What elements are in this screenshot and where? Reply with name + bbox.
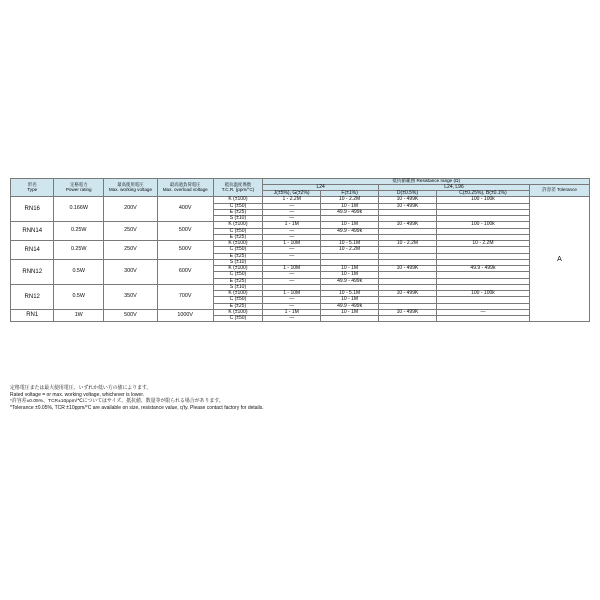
cell-resistance-range: 10 - 1M xyxy=(321,203,379,209)
note-2-jp: *許容差±0.05%、TCR±10ppm/℃についてはサイズ、抵抗値、数量等が限られる場合があります。 xyxy=(10,398,224,404)
header-group-l24: L24 xyxy=(263,184,379,190)
cell-resistance-range: — xyxy=(263,253,321,259)
cell-power-rating: 1W xyxy=(54,309,104,322)
cell-power-rating: 0.25W xyxy=(54,222,104,241)
header-tolerance-f: F(±1%) xyxy=(321,191,379,197)
cell-resistance-range xyxy=(321,316,379,322)
cell-resistance-range: 1 - 1M xyxy=(263,222,321,228)
cell-tolerance-w: A xyxy=(529,197,589,322)
table-body xyxy=(11,197,590,322)
cell-resistance-range: 49.9 - 499k xyxy=(321,228,379,234)
cell-overload-voltage: 500V xyxy=(157,241,213,260)
cell-resistance-range xyxy=(379,316,437,322)
cell-resistance-range: 100 - 100k xyxy=(436,222,529,228)
cell-resistance-range: 1 - 10M xyxy=(263,291,321,297)
cell-resistance-range: 49.9 - 499k xyxy=(436,266,529,272)
cell-resistance-range: — xyxy=(263,297,321,303)
cell-tcr-code: S (±10) xyxy=(213,259,263,265)
cell-overload-voltage: 600V xyxy=(157,259,213,284)
cell-resistance-range: 49.9 - 499k xyxy=(321,278,379,284)
cell-working-voltage: 200V xyxy=(104,197,158,222)
header-tolerance-d: D(±0.5%) xyxy=(379,191,437,197)
cell-resistance-range: 49.9 - 499k xyxy=(321,303,379,309)
cell-tcr-code: E (±25) xyxy=(213,278,263,284)
cell-resistance-range: 100 - 100k xyxy=(436,197,529,203)
header-tcr: 抵抗温度係数 T.C.R. (ppm/°C) xyxy=(213,179,263,197)
cell-resistance-range: 10 - 5.1M xyxy=(321,241,379,247)
cell-resistance-range: — xyxy=(263,228,321,234)
cell-power-rating: 0.5W xyxy=(54,259,104,284)
cell-tcr-code: C (±50) xyxy=(213,316,263,322)
cell-resistance-range: 10 - 499K xyxy=(379,203,437,209)
cell-power-rating: 0.25W xyxy=(54,241,104,260)
cell-resistance-range: — xyxy=(263,209,321,215)
cell-tcr-code: K (±100) xyxy=(213,266,263,272)
cell-working-voltage: 300V xyxy=(104,259,158,284)
cell-resistance-range: — xyxy=(263,247,321,253)
spec-sheet xyxy=(10,178,590,322)
cell-resistance-range: 10 - 2.2M xyxy=(436,241,529,247)
cell-resistance-range: 10 - 499K xyxy=(379,222,437,228)
cell-overload-voltage: 500V xyxy=(157,222,213,241)
cell-overload-voltage: 700V xyxy=(157,284,213,309)
cell-working-voltage: 500V xyxy=(104,309,158,322)
note-1-jp: 定格電圧または最大使用電圧、いずれか低い方の値によります。 xyxy=(10,386,152,391)
cell-resistance-range: — xyxy=(263,278,321,284)
cell-tcr-code: K (±100) xyxy=(213,309,263,315)
cell-resistance-range: 10 - 1M xyxy=(321,309,379,315)
cell-resistance-range: 10 - 1M xyxy=(321,297,379,303)
cell-resistance-range: — xyxy=(436,309,529,315)
cell-tcr-code: K (±100) xyxy=(213,291,263,297)
cell-tcr-code: C (±50) xyxy=(213,203,263,209)
cell-tcr-code: C (±50) xyxy=(213,272,263,278)
cell-resistance-range: 10 - 1M xyxy=(321,266,379,272)
cell-overload-voltage: 400V xyxy=(157,197,213,222)
cell-tcr-code: E (±25) xyxy=(213,303,263,309)
cell-power-rating: 0.5W xyxy=(54,284,104,309)
cell-tcr-code: S (±10) xyxy=(213,216,263,222)
footnotes xyxy=(10,386,590,411)
cell-resistance-range: — xyxy=(263,216,321,222)
cell-tcr-code: S (±10) xyxy=(213,284,263,290)
header-max-working-voltage: 最高使用電圧 Max. working voltage xyxy=(104,179,158,197)
header-power-rating: 定格電力 Power rating xyxy=(54,179,104,197)
cell-type: RN1 xyxy=(11,309,54,322)
note-2-en: *Tolerance ±0.05%, TCR ±10ppm/°C are available on size, resistance value, q'ty. Please contact factory for details. xyxy=(10,404,264,411)
cell-resistance-range: 49.9 - 499k xyxy=(321,209,379,215)
specification-table xyxy=(10,178,590,322)
cell-resistance-range: — xyxy=(263,203,321,209)
cell-resistance-range: 1 - 10M xyxy=(263,266,321,272)
cell-tcr-code: C (±50) xyxy=(213,297,263,303)
header-tolerance-c-b: C(±0.25%), B(±0.1%) xyxy=(436,191,529,197)
cell-tcr-code: E (±25) xyxy=(213,234,263,240)
cell-resistance-range: 1 - 10M xyxy=(263,241,321,247)
cell-resistance-range: — xyxy=(263,272,321,278)
header-group-l24-l96: L24, L96 xyxy=(379,184,530,190)
cell-tcr-code: C (±50) xyxy=(213,247,263,253)
cell-tcr-code: E (±25) xyxy=(213,253,263,259)
header-resistance-range: 抵抗値範囲 Resistance range (Ω) xyxy=(263,179,590,185)
cell-resistance-range: 10 - 2.2M xyxy=(321,197,379,203)
cell-resistance-range: — xyxy=(263,316,321,322)
cell-type: RN16 xyxy=(11,197,54,222)
cell-working-voltage: 250V xyxy=(104,222,158,241)
cell-resistance-range: 10 - 1M xyxy=(321,272,379,278)
cell-resistance-range: 10 - 2.2M xyxy=(321,247,379,253)
cell-tcr-code: C (±50) xyxy=(213,228,263,234)
cell-tcr-code: K (±100) xyxy=(213,241,263,247)
cell-overload-voltage: 1000V xyxy=(157,309,213,322)
cell-type: RNN14 xyxy=(11,222,54,241)
note-1-en: Rated voltage = or max. working voltage, whichever is lower. xyxy=(10,392,145,399)
cell-resistance-range: 1 - 2.2M xyxy=(263,197,321,203)
cell-working-voltage: 250V xyxy=(104,241,158,260)
cell-tcr-code: K (±100) xyxy=(213,197,263,203)
cell-resistance-range: 10 - 499K xyxy=(379,197,437,203)
cell-resistance-range: 10 - 1M xyxy=(321,222,379,228)
cell-resistance-range: 1 - 1M xyxy=(263,309,321,315)
cell-resistance-range: 10 - 499K xyxy=(379,266,437,272)
cell-resistance-range: 100 - 100k xyxy=(436,291,529,297)
cell-tcr-code: E (±25) xyxy=(213,209,263,215)
cell-resistance-range xyxy=(436,316,529,322)
header-type: 形名 Type xyxy=(11,179,54,197)
cell-resistance-range: 10 - 2.2M xyxy=(379,241,437,247)
cell-power-rating: 0.166W xyxy=(54,197,104,222)
cell-tcr-code: K (±100) xyxy=(213,222,263,228)
cell-resistance-range: — xyxy=(263,234,321,240)
cell-working-voltage: 350V xyxy=(104,284,158,309)
cell-type: RNN12 xyxy=(11,259,54,284)
cell-resistance-range: — xyxy=(263,303,321,309)
cell-resistance-range: 10 - 499K xyxy=(379,309,437,315)
header-max-overload-voltage: 最高過負荷電圧 Max. overload voltage xyxy=(157,179,213,197)
cell-resistance-range: 10 - 5.1M xyxy=(321,291,379,297)
cell-type: RN12 xyxy=(11,284,54,309)
header-tolerance-j-g: J(±5%), G(±2%) xyxy=(263,191,321,197)
cell-type: RN14 xyxy=(11,241,54,260)
cell-resistance-range: 10 - 499K xyxy=(379,291,437,297)
header-tolerance-note: 許容差 Tolerance xyxy=(529,184,589,197)
